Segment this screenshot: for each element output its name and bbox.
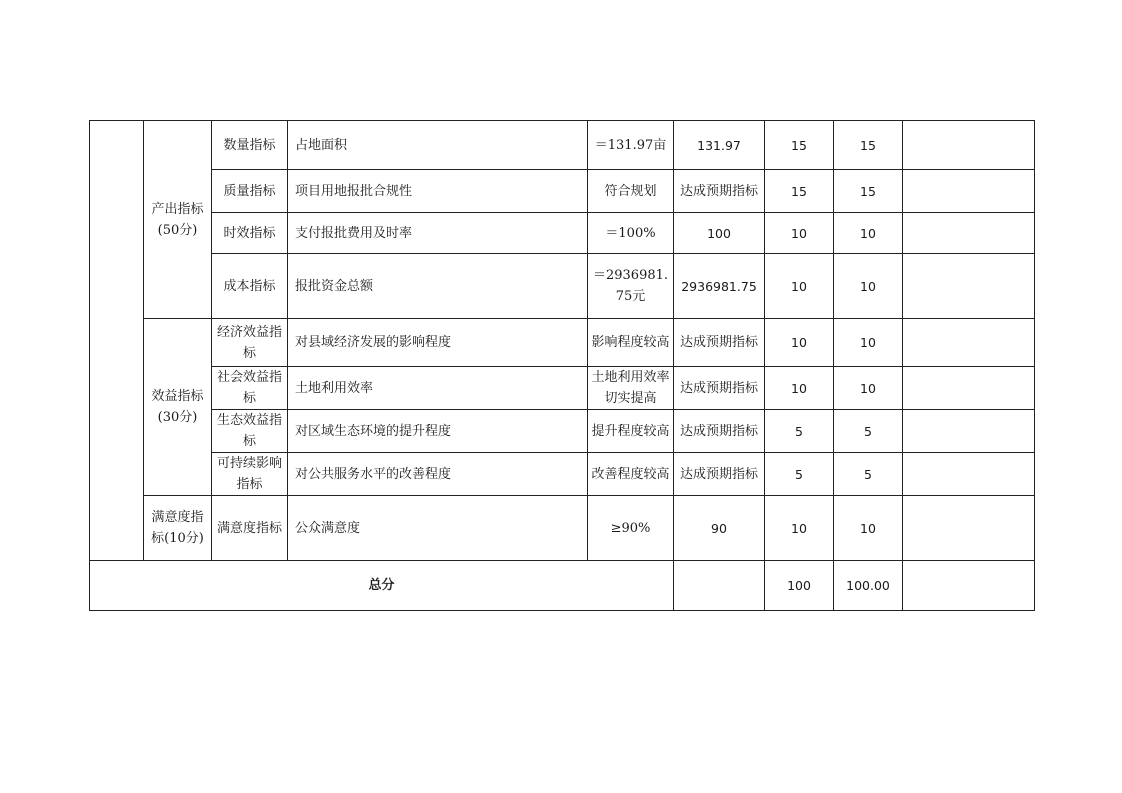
table-row [90, 319, 1035, 367]
note-cell [903, 319, 1035, 367]
weight-value: 15 [765, 121, 834, 170]
actual-value: 达成预期指标 [674, 170, 765, 213]
indicator-content: 土地利用效率 [288, 367, 588, 410]
score-value: 10 [834, 367, 903, 410]
score-value: 5 [834, 453, 903, 496]
target-value: 土地利用效率切实提高 [588, 367, 674, 410]
weight-value: 10 [765, 367, 834, 410]
second-level-group-output: 产出指标(50分) [144, 121, 212, 319]
indicator-content: 项目用地报批合规性 [288, 170, 588, 213]
indicator-content: 对县域经济发展的影响程度 [288, 319, 588, 367]
target-value: ＝100% [588, 213, 674, 254]
note-cell [903, 453, 1035, 496]
score-value: 15 [834, 121, 903, 170]
table-row [90, 367, 1035, 410]
total-actual [674, 561, 765, 611]
second-level-group-benefit: 效益指标(30分) [144, 319, 212, 496]
target-value: ≥90% [588, 496, 674, 561]
total-score: 100.00 [834, 561, 903, 611]
table-row [90, 213, 1035, 254]
weight-value: 10 [765, 496, 834, 561]
note-cell [903, 121, 1035, 170]
third-level-indicator: 满意度指标 [212, 496, 288, 561]
weight-value: 15 [765, 170, 834, 213]
table-row [90, 453, 1035, 496]
indicator-content: 占地面积 [288, 121, 588, 170]
actual-value: 90 [674, 496, 765, 561]
score-value: 10 [834, 213, 903, 254]
target-value: 影响程度较高 [588, 319, 674, 367]
actual-value: 100 [674, 213, 765, 254]
third-level-indicator: 生态效益指标 [212, 410, 288, 453]
note-cell [903, 170, 1035, 213]
score-value: 10 [834, 319, 903, 367]
table-row [90, 121, 1035, 170]
score-value: 15 [834, 170, 903, 213]
total-row [90, 561, 1035, 611]
note-cell [903, 496, 1035, 561]
note-cell [903, 254, 1035, 319]
actual-value: 达成预期指标 [674, 367, 765, 410]
actual-value: 131.97 [674, 121, 765, 170]
weight-value: 10 [765, 319, 834, 367]
third-level-indicator: 社会效益指标 [212, 367, 288, 410]
third-level-indicator: 质量指标 [212, 170, 288, 213]
score-value: 10 [834, 254, 903, 319]
weight-value: 5 [765, 453, 834, 496]
total-label: 总分 [90, 561, 674, 611]
target-value: 符合规划 [588, 170, 674, 213]
table-row [90, 170, 1035, 213]
indicator-content: 支付报批费用及时率 [288, 213, 588, 254]
table-row [90, 496, 1035, 561]
indicator-content: 对公共服务水平的改善程度 [288, 453, 588, 496]
target-value: 改善程度较高 [588, 453, 674, 496]
total-note [903, 561, 1035, 611]
weight-value: 5 [765, 410, 834, 453]
third-level-indicator: 经济效益指标 [212, 319, 288, 367]
second-level-group-satisfaction: 满意度指标(10分) [144, 496, 212, 561]
first-level-indicator-cell [90, 121, 144, 561]
note-cell [903, 410, 1035, 453]
total-weight: 100 [765, 561, 834, 611]
score-value: 5 [834, 410, 903, 453]
table-row [90, 410, 1035, 453]
actual-value: 达成预期指标 [674, 453, 765, 496]
score-value: 10 [834, 496, 903, 561]
indicator-content: 对区域生态环境的提升程度 [288, 410, 588, 453]
actual-value: 达成预期指标 [674, 319, 765, 367]
target-value: ＝2936981.75元 [588, 254, 674, 319]
indicator-content: 报批资金总额 [288, 254, 588, 319]
target-value: 提升程度较高 [588, 410, 674, 453]
third-level-indicator: 可持续影响指标 [212, 453, 288, 496]
actual-value: 达成预期指标 [674, 410, 765, 453]
note-cell [903, 213, 1035, 254]
target-value: ＝131.97亩 [588, 121, 674, 170]
note-cell [903, 367, 1035, 410]
third-level-indicator: 成本指标 [212, 254, 288, 319]
weight-value: 10 [765, 254, 834, 319]
third-level-indicator: 数量指标 [212, 121, 288, 170]
third-level-indicator: 时效指标 [212, 213, 288, 254]
table-row [90, 254, 1035, 319]
actual-value: 2936981.75 [674, 254, 765, 319]
indicator-content: 公众满意度 [288, 496, 588, 561]
weight-value: 10 [765, 213, 834, 254]
performance-indicator-table [89, 120, 1035, 611]
